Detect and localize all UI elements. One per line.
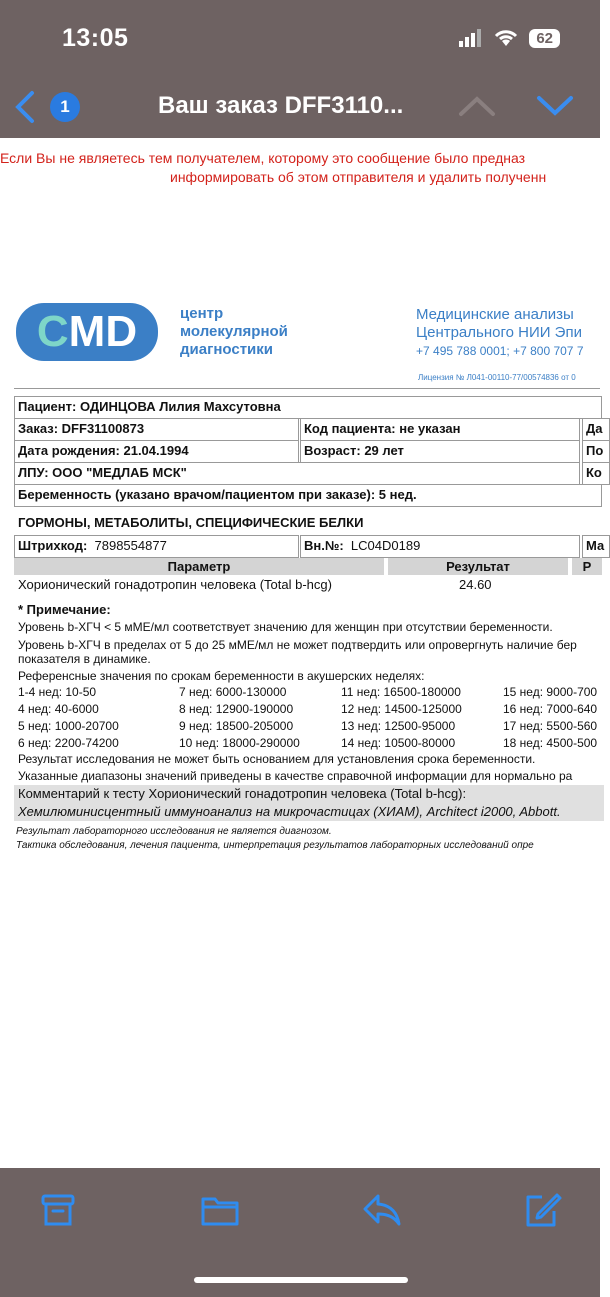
barcode: Штрихкод: 7898554877 bbox=[14, 535, 299, 558]
home-indicator[interactable] bbox=[194, 1277, 408, 1283]
patient-name: Пациент: ОДИНЦОВА Лилия Махсутовна bbox=[14, 396, 602, 419]
note-line-3: показателя в динамике. bbox=[18, 652, 151, 666]
ref-value: 8 нед: 12900-190000 bbox=[179, 702, 294, 716]
license: Лицензия № Л041-00110-77/00574836 от 0 bbox=[418, 373, 576, 382]
chevron-down-icon[interactable] bbox=[536, 94, 574, 118]
note-line-2: Уровень b-ХГЧ в пределах от 5 до 25 мМЕ/мл не может подтвердить или опровергнуть наличие бер bbox=[18, 638, 577, 652]
back-chevron-icon[interactable] bbox=[12, 90, 36, 124]
col3-c: Ко bbox=[582, 462, 610, 485]
col3-d: Ма bbox=[582, 535, 610, 558]
note-line-1: Уровень b-ХГЧ < 5 мМЕ/мл соответствует значению для женщин при отсутствии беременности. bbox=[18, 620, 553, 634]
cmd-logo: CMD bbox=[16, 303, 158, 361]
note-line-4: Референсные значения по срокам беременности в акушерских неделях: bbox=[18, 669, 425, 683]
result-param: Хорионический гонадотропин человека (Total b-hcg) bbox=[18, 577, 332, 592]
ref-value: 16 нед: 7000-640 bbox=[503, 702, 598, 716]
battery-indicator: 62 bbox=[529, 29, 560, 48]
status-time: 13:05 bbox=[62, 24, 129, 52]
note-title: * Примечание: bbox=[18, 602, 111, 617]
header-result: Результат bbox=[388, 558, 568, 575]
ref-value: 10 нед: 18000-290000 bbox=[179, 736, 300, 750]
ref-value: 15 нед: 9000-700 bbox=[503, 685, 598, 699]
after-line-1: Результат исследования не может быть основанием для установления срока беременности. bbox=[18, 752, 536, 766]
age: Возраст: 29 лет bbox=[300, 440, 580, 463]
lab-report bbox=[0, 300, 605, 860]
ref-value: 6 нед: 2200-74200 bbox=[18, 736, 119, 750]
patient-code: Код пациента: не указан bbox=[300, 418, 580, 441]
col3-a: Да bbox=[582, 418, 610, 441]
ref-value: 4 нед: 40-6000 bbox=[18, 702, 99, 716]
vn-number: Вн.№: LC04D0189 bbox=[300, 535, 580, 558]
lab-name: центр молекулярной диагностики bbox=[180, 305, 288, 358]
reply-icon[interactable] bbox=[362, 1192, 402, 1228]
ref-value: 11 нед: 16500-180000 bbox=[341, 685, 461, 699]
comment-method: Хемилюминисцентный иммуноанализ на микрочастицах (ХИАМ), Architect i2000, Abbott. bbox=[14, 802, 604, 821]
order-number: Заказ: DFF31100873 bbox=[14, 418, 299, 441]
chevron-up-icon[interactable] bbox=[458, 94, 496, 118]
folder-icon[interactable] bbox=[200, 1192, 240, 1228]
result-value: 24.60 bbox=[459, 577, 492, 592]
divider bbox=[14, 388, 600, 389]
ref-value: 1-4 нед: 10-50 bbox=[18, 685, 97, 699]
header-right: Медицинские анализы Центрального НИИ Эпи +7 495 788 0001; +7 800 707 7 bbox=[416, 306, 584, 358]
message-title: Ваш заказ DFF3110... bbox=[158, 92, 404, 119]
dob: Дата рождения: 21.04.1994 bbox=[14, 440, 299, 463]
unread-badge[interactable]: 1 bbox=[50, 92, 80, 122]
lpu: ЛПУ: ООО "МЕДЛАБ МСК" bbox=[14, 462, 580, 485]
compose-icon[interactable] bbox=[524, 1192, 562, 1228]
top-bar bbox=[0, 0, 600, 138]
ref-value: 5 нед: 1000-20700 bbox=[18, 719, 119, 733]
ref-value: 7 нед: 6000-130000 bbox=[179, 685, 287, 699]
col3-b: По bbox=[582, 440, 610, 463]
foot-line-1: Результат лабораторного исследования не является диагнозом. bbox=[16, 826, 332, 837]
warning-text bbox=[0, 149, 600, 187]
archive-icon[interactable] bbox=[40, 1192, 76, 1228]
ref-value: 17 нед: 5500-560 bbox=[503, 719, 598, 733]
after-line-2: Указанные диапазоны значений приведены в качестве справочной информации для нормально ра bbox=[18, 769, 573, 783]
ref-value: 13 нед: 12500-95000 bbox=[341, 719, 456, 733]
header-ref: Р bbox=[572, 558, 602, 575]
comment-title: Комментарий к тесту Хорионический гонадотропин человека (Total b-hcg): bbox=[14, 785, 604, 802]
signal-icon bbox=[459, 29, 483, 47]
wifi-icon bbox=[493, 28, 519, 48]
warning-line-1: Если Вы не являетесь тем получателем, которому это сообщение было предназ bbox=[0, 150, 526, 166]
pregnancy: Беременность (указано врачом/пациентом при заказе): 5 нед. bbox=[14, 484, 602, 507]
status-icons bbox=[459, 28, 560, 48]
ref-value: 12 нед: 14500-125000 bbox=[341, 702, 462, 716]
ref-value: 14 нед: 10500-80000 bbox=[341, 736, 456, 750]
phones: +7 495 788 0001; +7 800 707 7 bbox=[416, 344, 584, 358]
section-title: ГОРМОНЫ, МЕТАБОЛИТЫ, СПЕЦИФИЧЕСКИЕ БЕЛКИ bbox=[18, 515, 364, 530]
ref-value: 18 нед: 4500-500 bbox=[503, 736, 598, 750]
foot-line-2: Тактика обследования, лечения пациента, интерпретация результатов лабораторных исследований опре bbox=[16, 840, 534, 851]
warning-line-2: информировать об этом отправителя и удалить полученн bbox=[170, 169, 547, 185]
header-parameter: Параметр bbox=[14, 558, 384, 575]
ref-value: 9 нед: 18500-205000 bbox=[179, 719, 294, 733]
